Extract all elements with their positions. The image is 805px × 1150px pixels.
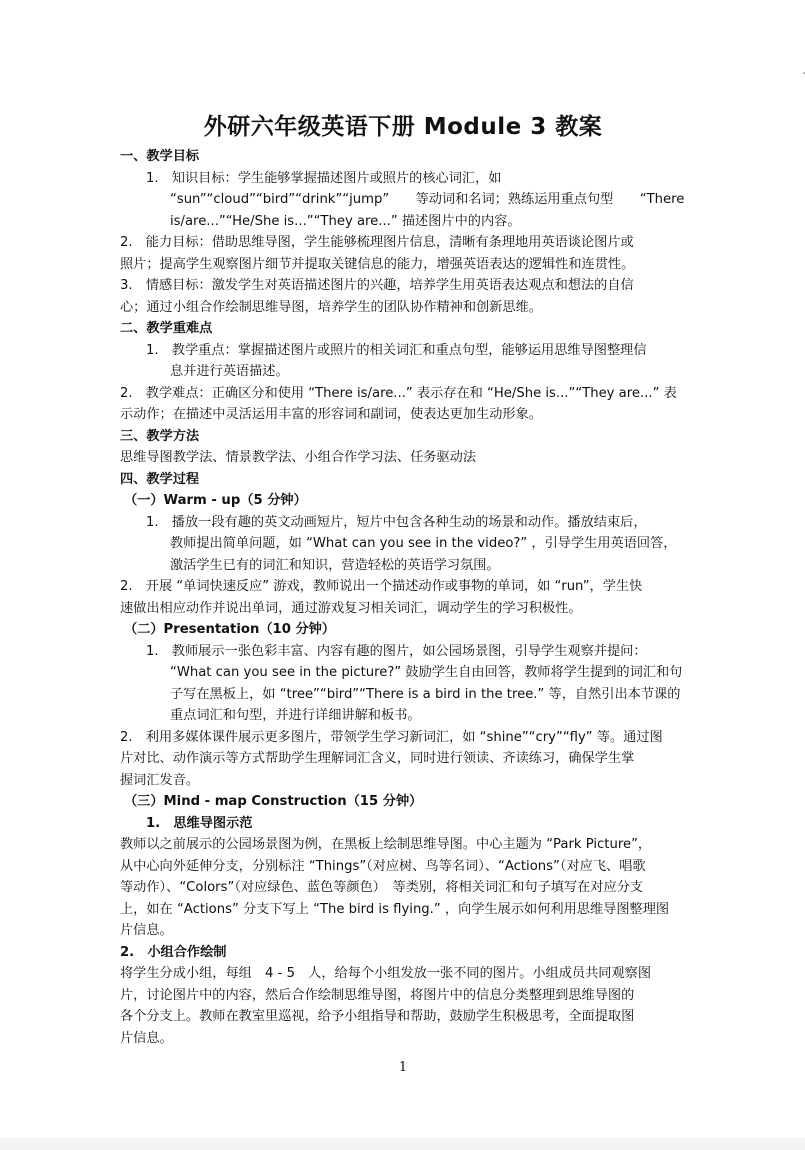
text-line: 2. 能力目标：借助思维导图，学生能够梳理图片信息，清晰有条理地用英语谈论图片或 xyxy=(120,235,634,250)
text-line: “sun”“cloud”“bird”“drink”“jump” 等动词和名词；熟练运用重点句型 “There xyxy=(170,192,685,207)
subsection-heading: （一）Warm - up（5 分钟） xyxy=(124,493,307,508)
text-line: 片信息。 xyxy=(120,1030,173,1046)
section-heading: 四、教学过程 xyxy=(120,471,200,487)
text-line: 上，如在 “Actions” 分支下写上 “The bird is flying.” ，向学生展示如何利用思维导图整理图 xyxy=(120,901,670,917)
text-line: 握词汇发音。 xyxy=(120,772,200,788)
text-line: 从中心向外延伸分支，分别标注 “Things”（对应树、鸟等名词）、“Actions”（对应飞、唱歌 xyxy=(120,858,646,874)
text-line: 1. 知识目标：学生能够掌握描述图片或照片的核心词汇，如 xyxy=(146,170,502,186)
page-bottom-edge xyxy=(0,1138,805,1150)
section-heading: 一、教学目标 xyxy=(120,149,200,164)
text-line: “What can you see in the picture?” 鼓励学生自由回答，教师将学生提到的词汇和句 xyxy=(170,665,683,680)
text-line: 片信息。 xyxy=(120,923,173,938)
section-heading: 三、教学方法 xyxy=(120,428,200,444)
text-line: 1. 教学重点：掌握描述图片或照片的相关词汇和重点句型，能够运用思维导图整理信 xyxy=(146,342,647,358)
text-line: 教师提出简单问题，如 “What can you see in the video?” ，引导学生用英语回答， xyxy=(170,536,677,551)
text-line: 等动作）、“Colors”（对应绿色、蓝色等颜色） 等类别，将相关词汇和句子填写在对应分支 xyxy=(120,880,644,895)
text-line: 3. 情感目标：激发学生对英语描述图片的兴趣，培养学生用英语表达观点和想法的自信 xyxy=(120,278,634,293)
text-line: 速做出相应动作并说出单词，通过游戏复习相关词汇，调动学生的学习积极性。 xyxy=(120,600,582,616)
text-line: 激活学生已有的词汇和知识，营造轻松的英语学习氛围。 xyxy=(170,557,500,573)
text-line: 片对比、动作演示等方式帮助学生理解词汇含义，同时进行领读、齐读练习，确保学生掌 xyxy=(120,751,635,766)
text-line: 思维导图教学法、情景教学法、小组合作学习法、任务驱动法 xyxy=(120,450,477,465)
text-line: 2. 教学难点：正确区分和使用 “There is/are...” 表示存在和 “He/She is...”“They are...” 表 xyxy=(120,385,677,401)
text-line: 示动作；在描述中灵活运用丰富的形容词和副词，使表达更加生动形象。 xyxy=(120,407,542,422)
document-body xyxy=(120,146,686,1049)
section-heading: 二、教学重难点 xyxy=(120,321,213,336)
text-line: 照片；提高学生观察图片细节并提取关键信息的能力，增强英语表达的逻辑性和连贯性。 xyxy=(120,256,635,272)
page-number: 1 xyxy=(398,1060,408,1075)
text-line: 1. 思维导图示范 xyxy=(146,815,253,831)
text-line: is/are...”“He/She is...”“They are...” 描述图片中的内容。 xyxy=(170,213,521,229)
text-line: 重点词汇和句型，并进行详细讲解和板书。 xyxy=(170,708,421,723)
text-line: 2. 开展 “单词快速反应” 游戏，教师说出一个描述动作或事物的单词，如 “run”，学生快 xyxy=(120,579,643,594)
text-line: 息并进行英语描述。 xyxy=(170,364,289,379)
text-line: 1. 教师展示一张色彩丰富、内容有趣的图片，如公园场景图，引导学生观察并提问： xyxy=(146,643,647,659)
document-title: 外研六年级英语下册 Module 3 教案 xyxy=(203,114,603,140)
text-line: 将学生分成小组，每组 4 - 5 人，给每个小组发放一张不同的图片。小组成员共同观察图 xyxy=(120,966,652,981)
text-line: 2. 利用多媒体课件展示更多图片，带领学生学习新词汇，如 “shine”“cry”“fly” 等。通过图 xyxy=(120,729,663,745)
text-line: 心；通过小组合作绘制思维导图，培养学生的团队协作精神和创新思维。 xyxy=(120,299,542,315)
text-line: 各个分支上。教师在教室里巡视，给予小组指导和帮助，鼓励学生积极思考，全面提取图 xyxy=(120,1009,635,1024)
text-line: 子写在黑板上，如 “tree”“bird”“There is a bird in the tree.” 等，自然引出本节课的 xyxy=(170,686,681,702)
text-line: 1. 播放一段有趣的英文动画短片，短片中包含各种生动的场景和动作。播放结束后， xyxy=(146,514,647,530)
text-line: 教师以之前展示的公园场景图为例，在黑板上绘制思维导图。中心主题为 “Park Picture”， xyxy=(120,837,652,852)
subsection-heading: （三）Mind - map Construction（15 分钟） xyxy=(124,794,423,809)
text-line: 片，讨论图片中的内容，然后合作绘制思维导图，将图片中的信息分类整理到思维导图的 xyxy=(120,987,635,1003)
text-line: 2. 小组合作绘制 xyxy=(120,944,227,960)
subsection-heading: （二）Presentation（10 分钟） xyxy=(124,622,336,637)
